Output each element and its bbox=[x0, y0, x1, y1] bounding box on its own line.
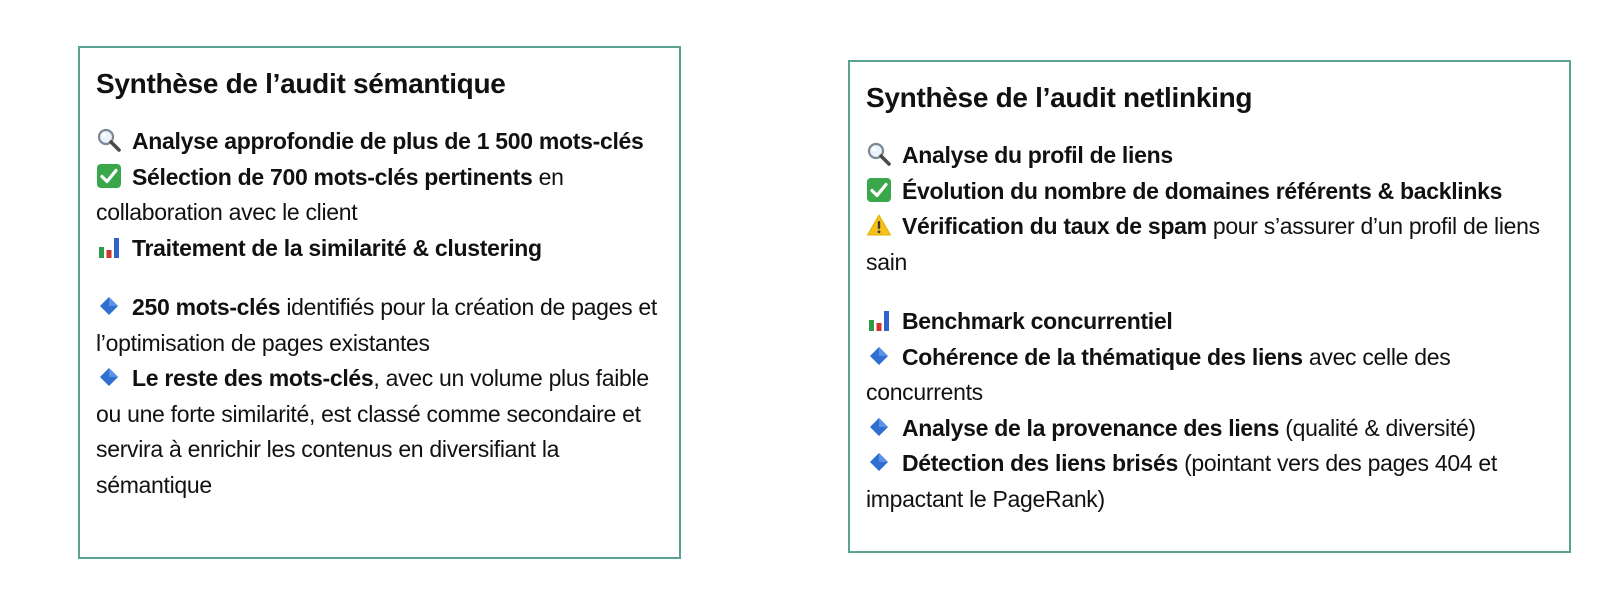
list-item bbox=[866, 446, 1553, 517]
item-bold-text: 250 mots-clés bbox=[132, 294, 281, 320]
list-item bbox=[866, 174, 1553, 210]
item-bold-text: Analyse approfondie de plus de 1 500 mots-clés bbox=[132, 128, 644, 154]
item-text: (pointant vers des pages 404 et impactant le PageRank) bbox=[866, 450, 1497, 512]
item-bold-text: Traitement de la similarité & clustering bbox=[132, 234, 542, 261]
item-bold-text: Sélection de 700 mots-clés pertinents bbox=[132, 163, 533, 190]
item-bold-text: Vérification du taux de spam bbox=[902, 213, 1207, 239]
blue-diamond-icon bbox=[866, 449, 892, 475]
warning-icon bbox=[866, 212, 892, 238]
item-text: (qualité & diversité) bbox=[1279, 414, 1476, 441]
list-item bbox=[866, 209, 1553, 280]
item-bold-text: Évolution du nombre de domaines référents & backlinks bbox=[902, 177, 1503, 204]
item-text: , avec un volume plus faible ou une forte similarité, est classé comme secondaire et servira à enrichir les contenus en diversifiant la sémantique bbox=[96, 365, 649, 498]
item-bold-text: Le reste des mots-clés bbox=[132, 365, 374, 391]
netlinking-group-benchmark bbox=[866, 304, 1553, 517]
item-bold-text: Analyse de la provenance des liens bbox=[902, 414, 1280, 441]
item-text: identifiés pour la création de pages et l’optimisation de pages existantes bbox=[96, 294, 657, 356]
blue-diamond-icon bbox=[96, 364, 122, 390]
list-item bbox=[96, 290, 663, 361]
semantic-audit-card bbox=[78, 46, 681, 559]
check-mark-icon bbox=[866, 177, 892, 203]
netlinking-audit-card bbox=[848, 60, 1571, 553]
list-item bbox=[866, 304, 1553, 340]
list-item bbox=[96, 124, 663, 160]
item-bold-text: Benchmark concurrentiel bbox=[902, 308, 1173, 334]
netlinking-audit-title: Synthèse de l’audit netlinking bbox=[866, 82, 1253, 113]
blue-diamond-icon bbox=[866, 414, 892, 440]
item-bold-text: Détection des liens brisés bbox=[902, 450, 1178, 476]
bar-chart-icon bbox=[96, 234, 122, 260]
check-mark-icon bbox=[96, 163, 122, 189]
list-item bbox=[96, 160, 663, 231]
list-item bbox=[866, 340, 1553, 411]
magnifying-glass-icon bbox=[866, 141, 892, 167]
netlinking-group-profile bbox=[866, 138, 1553, 280]
list-item bbox=[96, 361, 663, 503]
semantic-audit-title: Synthèse de l’audit sémantique bbox=[96, 68, 506, 99]
item-text: avec celle des concurrents bbox=[866, 343, 1451, 405]
item-text: pour s’assurer d’un profil de liens sain bbox=[866, 213, 1540, 275]
item-text: en collaboration avec le client bbox=[96, 163, 564, 225]
item-bold-text: Cohérence de la thématique des liens bbox=[902, 343, 1303, 370]
list-item bbox=[96, 231, 663, 267]
magnifying-glass-icon bbox=[96, 127, 122, 153]
list-item bbox=[866, 411, 1553, 447]
bar-chart-icon bbox=[866, 307, 892, 333]
semantic-group-summary bbox=[96, 124, 663, 266]
blue-diamond-icon bbox=[866, 343, 892, 369]
blue-diamond-icon bbox=[96, 293, 122, 319]
list-item bbox=[866, 138, 1553, 174]
item-bold-text: Analyse du profil de liens bbox=[902, 142, 1173, 168]
semantic-group-keywords bbox=[96, 290, 663, 503]
